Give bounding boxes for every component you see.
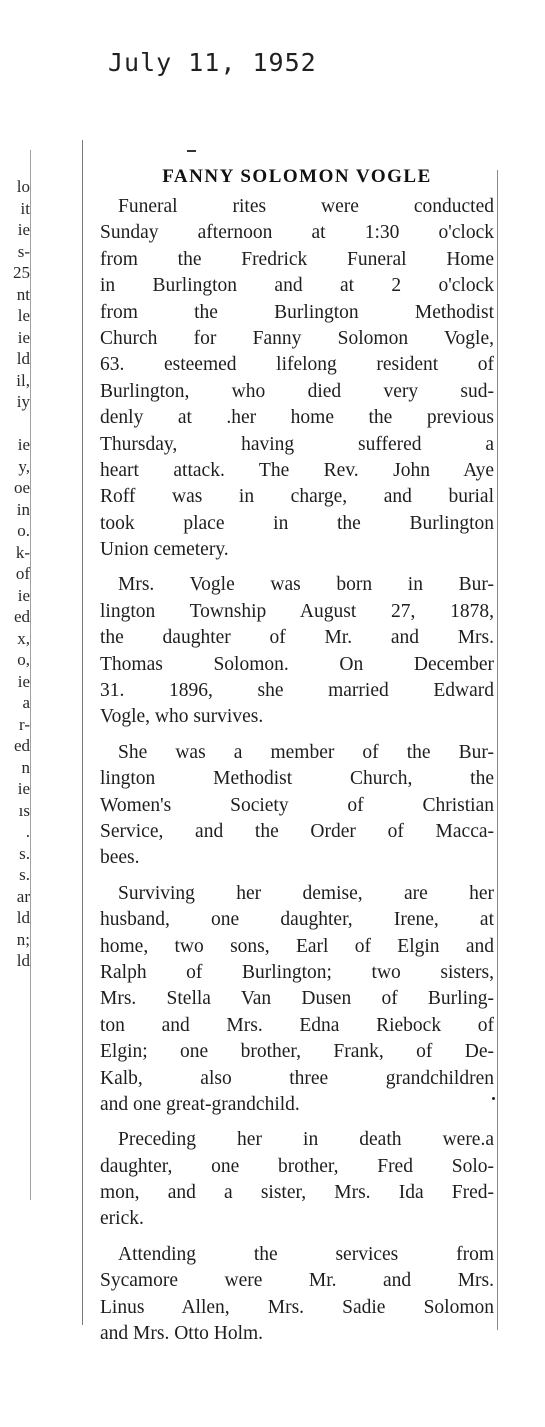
fragment-line: n;: [16, 929, 30, 949]
article-line: home, two sons, Earl of Elgin and: [100, 935, 494, 957]
fragment-line: k-: [15, 542, 30, 562]
fragment-line: it: [20, 198, 30, 218]
article-line: Service, and the Order of Macca-: [100, 820, 494, 842]
fragment-line: ed: [13, 607, 30, 626]
article-line: in Burlington and at 2 o'clock: [100, 275, 494, 297]
article-line: Kalb, also three grandchildren: [100, 1067, 494, 1089]
article-line: Burlington, who died very sud-: [100, 380, 494, 402]
fragment-line: ld: [16, 349, 30, 368]
fragment-line: s.: [19, 865, 30, 884]
article-line: ton and Mrs. Edna Riebock of: [100, 1014, 494, 1036]
article-line: 31. 1896, she married Edward: [100, 680, 494, 702]
article-paragraph: [100, 740, 494, 872]
article-line: Roff was in charge, and burial: [100, 486, 494, 508]
article-headline: FANNY SOLOMON VOGLE: [162, 166, 432, 187]
article-line: Women's Society of Christian: [100, 794, 494, 816]
fragment-line: o,: [17, 650, 30, 669]
fragment-line: nt: [16, 284, 30, 304]
column-rule-right: [497, 170, 498, 1330]
article-line: Church for Fanny Solomon Vogle,: [100, 327, 494, 349]
article-line: bees.: [100, 847, 140, 869]
article-line: husband, one daughter, Irene, at: [100, 909, 494, 931]
fragment-line: ed: [13, 736, 30, 755]
clipping-date: July 11, 1952: [108, 48, 317, 77]
fragment-line: ie: [17, 585, 30, 605]
fragment-line: ie: [17, 220, 30, 239]
article-line: Surviving her demise, are her: [118, 882, 494, 904]
article-line: erick.: [100, 1208, 144, 1230]
adjacent-column-fragments: [0, 176, 30, 972]
fragment-line: ld: [16, 951, 30, 970]
fragment-line: r-: [19, 714, 30, 734]
fragment-line: o.: [17, 521, 30, 540]
article-line: the daughter of Mr. and Mrs.: [100, 627, 494, 649]
fragment-line: y,: [18, 456, 30, 476]
fragment-line: le: [17, 306, 30, 325]
column-top-mark: [187, 150, 196, 152]
fragment-line: [0, 413, 30, 435]
fragment-line: ie: [17, 435, 30, 454]
article-line: Linus Allen, Mrs. Sadie Solomon: [100, 1296, 494, 1318]
article-line: Sunday afternoon at 1:30 o'clock: [100, 222, 494, 244]
article-line: Sycamore were Mr. and Mrs.: [100, 1270, 494, 1292]
fragment-line: ie: [17, 327, 30, 347]
article-line: heart attack. The Rev. John Aye: [100, 459, 494, 481]
article-line: lington Methodist Church, the: [100, 768, 494, 790]
fragment-line: iy: [16, 392, 30, 411]
article-line: and Mrs. Otto Holm.: [100, 1323, 264, 1345]
column-rule-left: [82, 140, 83, 1325]
article-line: Union cemetery.: [100, 539, 229, 561]
fragment-line: lo: [16, 177, 30, 196]
article-line: and one great-grandchild.: [100, 1093, 300, 1115]
article-line: Thursday, having suffered a: [100, 433, 494, 455]
fragment-line: s.: [19, 843, 30, 863]
article-paragraph: [100, 1127, 494, 1233]
article-line: Elgin; one brother, Frank, of De-: [100, 1041, 494, 1063]
article-line: denly at .her home the previous: [100, 407, 494, 429]
fragment-line: s-: [17, 241, 30, 261]
obituary-article: [100, 164, 494, 1356]
article-line: from the Fredrick Funeral Home: [100, 248, 494, 270]
article-line: 63. esteemed lifelong resident of: [100, 354, 494, 376]
article-line: Vogle, who survives.: [100, 706, 264, 728]
ink-speck: [492, 1097, 495, 1100]
fragment-line: ar: [16, 886, 30, 906]
article-line: from the Burlington Methodist: [100, 301, 494, 323]
article-line: lington Township August 27, 1878,: [100, 600, 494, 622]
article-line: Preceding her in death were.a: [118, 1129, 494, 1151]
article-line: daughter, one brother, Fred Solo-: [100, 1155, 494, 1177]
article-paragraph: [100, 194, 494, 563]
fragment-line: x,: [17, 628, 30, 648]
fragment-line: a: [22, 693, 30, 712]
fragment-line: ie: [17, 779, 30, 798]
article-line: Funeral rites were conducted: [118, 196, 494, 217]
article-line: Attending the services from: [118, 1243, 494, 1265]
article-line: Mrs. Vogle was born in Bur-: [118, 574, 494, 596]
fragment-line: il,: [16, 370, 30, 390]
fragment-line: ld: [16, 908, 30, 927]
article-body: [100, 194, 494, 1347]
fragment-line: .: [25, 822, 30, 841]
fragment-line: ie: [17, 671, 30, 691]
article-paragraph: [100, 572, 494, 730]
article-line: mon, and a sister, Mrs. Ida Fred-: [100, 1182, 494, 1204]
fragment-line: ıs: [18, 800, 30, 820]
article-line: Thomas Solomon. On December: [100, 653, 494, 675]
article-line: She was a member of the Bur-: [118, 741, 494, 763]
fragment-line: oe: [13, 478, 30, 497]
left-edge-rule: [30, 150, 31, 1200]
article-paragraph: [100, 1242, 494, 1348]
article-line: took place in the Burlington: [100, 512, 494, 534]
article-paragraph: [100, 881, 494, 1119]
article-line: Ralph of Burlington; two sisters,: [100, 961, 494, 983]
fragment-line: n: [21, 757, 30, 777]
article-line: Mrs. Stella Van Dusen of Burling-: [100, 988, 494, 1010]
fragment-line: of: [15, 564, 30, 583]
fragment-line: 25: [13, 263, 30, 282]
fragment-line: in: [16, 499, 30, 519]
